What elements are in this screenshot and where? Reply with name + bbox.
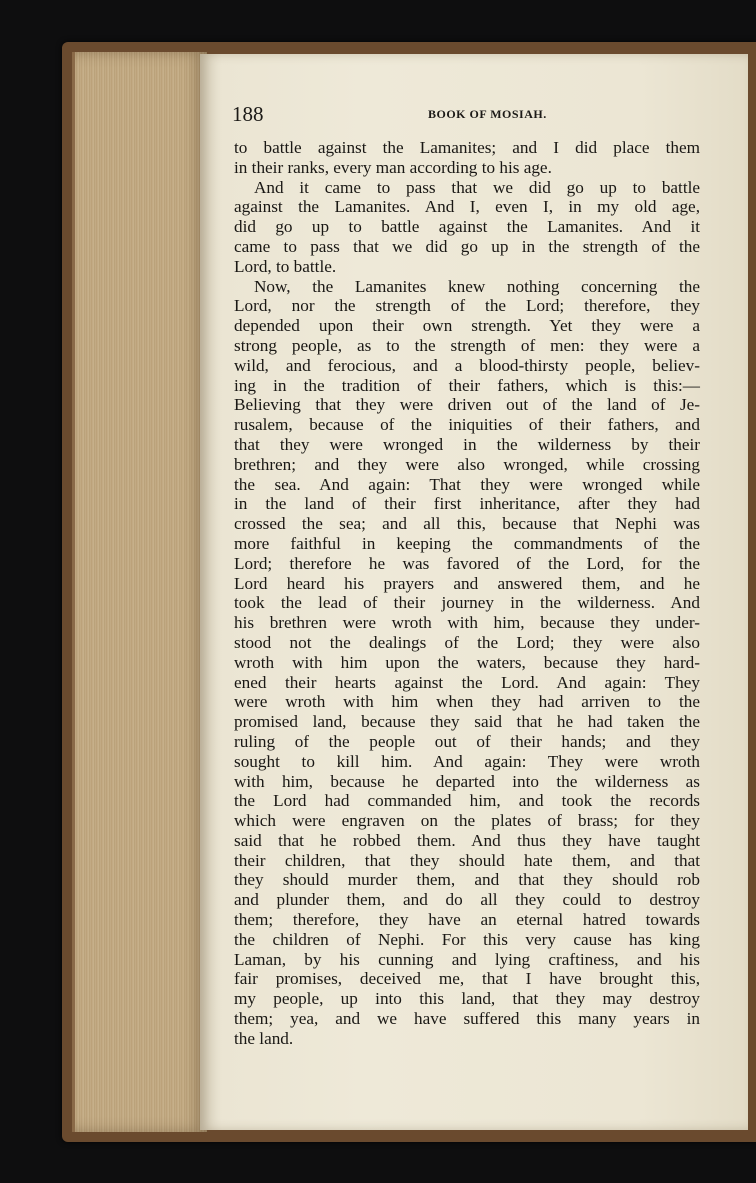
text-line: the children of Nephi. For this very cause has king bbox=[234, 929, 700, 949]
text-line: Lord; therefore he was favored of the Lord, for the bbox=[234, 553, 700, 573]
text-line: took the lead of their journey in the wilderness. And bbox=[234, 593, 700, 613]
text-line: them; therefore, they have an eternal hatred towards bbox=[234, 910, 700, 930]
book-page bbox=[200, 54, 748, 1130]
text-line: Now, the Lamanites knew nothing concerning the bbox=[254, 276, 700, 296]
text-line: promised land, because they said that he had taken the bbox=[234, 712, 700, 732]
text-line: came to pass that we did go up in the strength of the bbox=[234, 236, 700, 256]
text-line: And it came to pass that we did go up to battle bbox=[254, 177, 700, 197]
text-line: my people, up into this land, that they may destroy bbox=[234, 989, 700, 1009]
text-line: did go up to battle against the Lamanites. And it bbox=[234, 217, 700, 237]
text-line: Lord heard his prayers and answered them, and he bbox=[234, 573, 700, 593]
text-line: Lord, nor the strength of the Lord; therefore, they bbox=[234, 296, 700, 316]
text-line: which were engraven on the plates of brass; for they bbox=[234, 811, 700, 831]
text-line: ened their hearts against the Lord. And again: They bbox=[234, 672, 700, 692]
text-line: sought to kill him. And again: They were wroth bbox=[234, 751, 700, 771]
text-line: were wroth with him when they had arriven to the bbox=[234, 692, 700, 712]
text-line: fair promises, deceived me, that I have brought this, bbox=[234, 969, 700, 989]
text-line: ruling of the people out of their hands; and they bbox=[234, 731, 700, 751]
text-line: that they were wronged in the wilderness by their bbox=[234, 434, 700, 454]
text-line: his brethren were wroth with him, because they under- bbox=[234, 613, 700, 633]
text-line: Laman, by his cunning and lying craftiness, and his bbox=[234, 949, 700, 969]
text-line: them; yea, and we have suffered this many years in bbox=[234, 1009, 700, 1029]
text-line: ing in the tradition of their fathers, which is this:— bbox=[234, 375, 700, 395]
text-line: strong people, as to the strength of men: they were a bbox=[234, 335, 700, 355]
page-header bbox=[232, 102, 712, 126]
text-line: wroth with him upon the waters, because they hard- bbox=[234, 652, 700, 672]
text-line: against the Lamanites. And I, even I, in my old age, bbox=[234, 197, 700, 217]
running-head: BOOK OF MOSIAH. bbox=[428, 107, 547, 121]
text-line: in the land of their first inheritance, after they had bbox=[234, 494, 700, 514]
text-line: rusalem, because of the iniquities of their fathers, and bbox=[234, 415, 700, 435]
text-line: crossed the sea; and all this, because that Nephi was bbox=[234, 514, 700, 534]
text-line: the sea. And again: That they were wronged while bbox=[234, 474, 700, 494]
body-text bbox=[234, 138, 700, 1049]
text-line: and plunder them, and do all they could to destroy bbox=[234, 890, 700, 910]
text-line: the Lord had commanded him, and took the records bbox=[234, 791, 700, 811]
text-line: stood not the dealings of the Lord; they were also bbox=[234, 632, 700, 652]
page-edges bbox=[72, 52, 207, 1132]
text-line: brethren; and they were also wronged, while crossing bbox=[234, 454, 700, 474]
text-line: the land. bbox=[234, 1028, 294, 1048]
text-line: in their ranks, every man according to his age. bbox=[234, 157, 552, 177]
text-line: their children, that they should hate them, and that bbox=[234, 850, 700, 870]
text-line: with him, because he departed into the wilderness as bbox=[234, 771, 700, 791]
text-line: Believing that they were driven out of the land of Je- bbox=[234, 395, 700, 415]
text-line: more faithful in keeping the commandments of the bbox=[234, 533, 700, 553]
page-number: 188 bbox=[232, 102, 264, 126]
text-line: said that he robbed them. And thus they have taught bbox=[234, 830, 700, 850]
text-line: they should murder them, and that they should rob bbox=[234, 870, 700, 890]
text-line: depended upon their own strength. Yet they were a bbox=[234, 316, 700, 336]
text-line: Lord, to battle. bbox=[234, 256, 337, 276]
text-line: wild, and ferocious, and a blood-thirsty people, believ- bbox=[234, 355, 700, 375]
text-line: to battle against the Lamanites; and I did place them bbox=[234, 138, 700, 157]
